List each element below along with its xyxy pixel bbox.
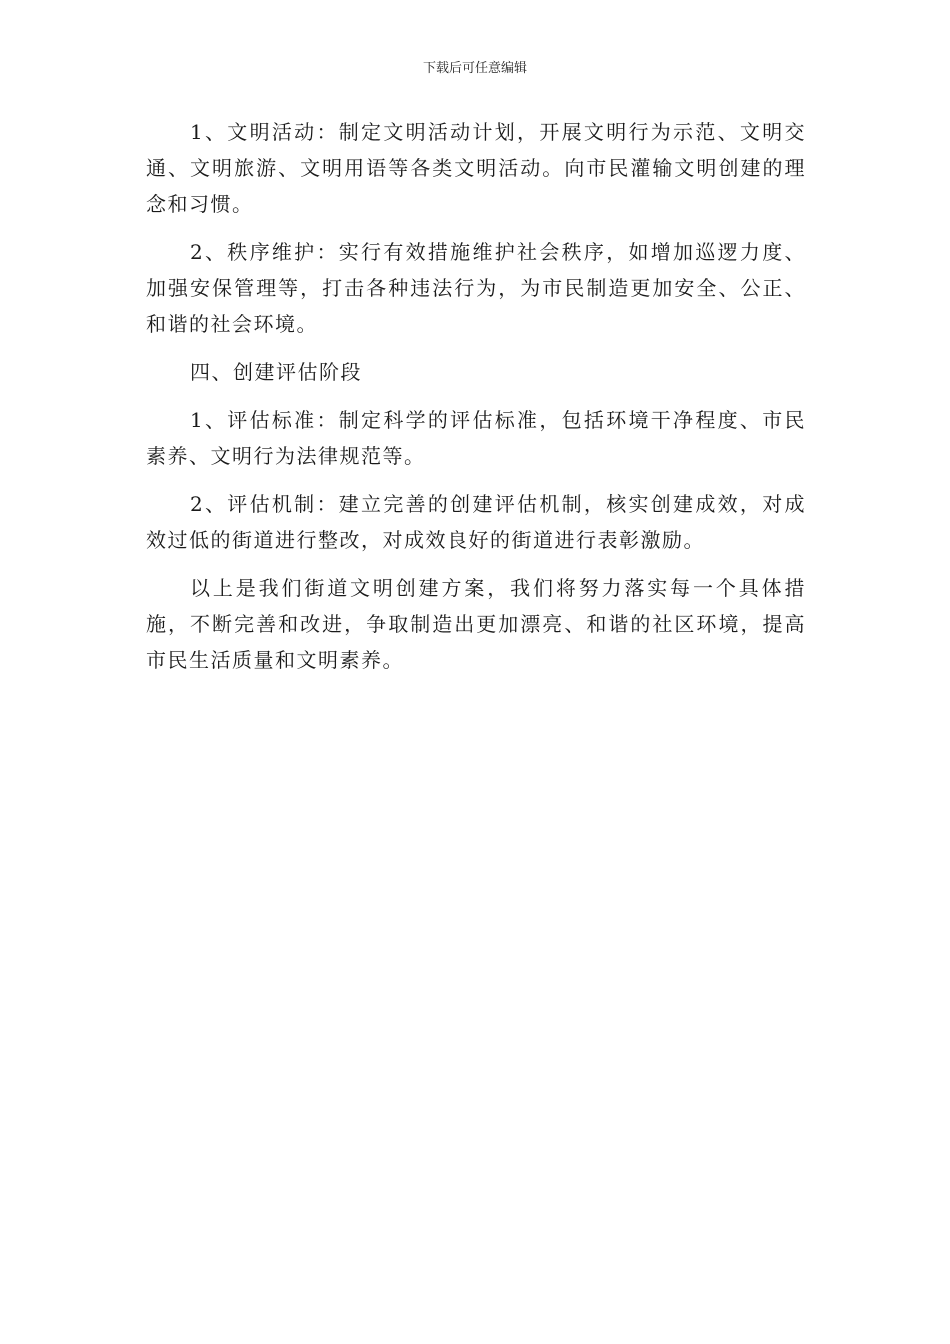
- paragraph-order-maintenance: 2、秩序维护：实行有效措施维护社会秩序，如增加巡逻力度、加强安保管理等，打击各种违法行为，为市民制造更加安全、公正、和谐的社会环境。: [146, 240, 806, 336]
- paragraph-conclusion: 以上是我们街道文明创建方案，我们将努力落实每一个具体措施，不断完善和改进，争取制造出更加漂亮、和谐的社区环境，提高市民生活质量和文明素养。: [146, 576, 806, 672]
- paragraph-civilized-activities: 1、文明活动：制定文明活动计划，开展文明行为示范、文明交通、文明旅游、文明用语等各类文明活动。向市民灌输文明创建的理念和习惯。: [146, 120, 806, 216]
- page-header: 下载后可任意编辑: [422, 61, 527, 76]
- section-heading-evaluation-stage: 四、创建评估阶段: [190, 360, 362, 384]
- document-body: [146, 114, 806, 690]
- paragraph-evaluation-mechanism: 2、评估机制：建立完善的创建评估机制，核实创建成效，对成效过低的街道进行整改，对成效良好的街道进行表彰激励。: [146, 492, 806, 552]
- paragraph-evaluation-standard: 1、评估标准：制定科学的评估标准，包括环境干净程度、市民素养、文明行为法律规范等。: [146, 408, 806, 468]
